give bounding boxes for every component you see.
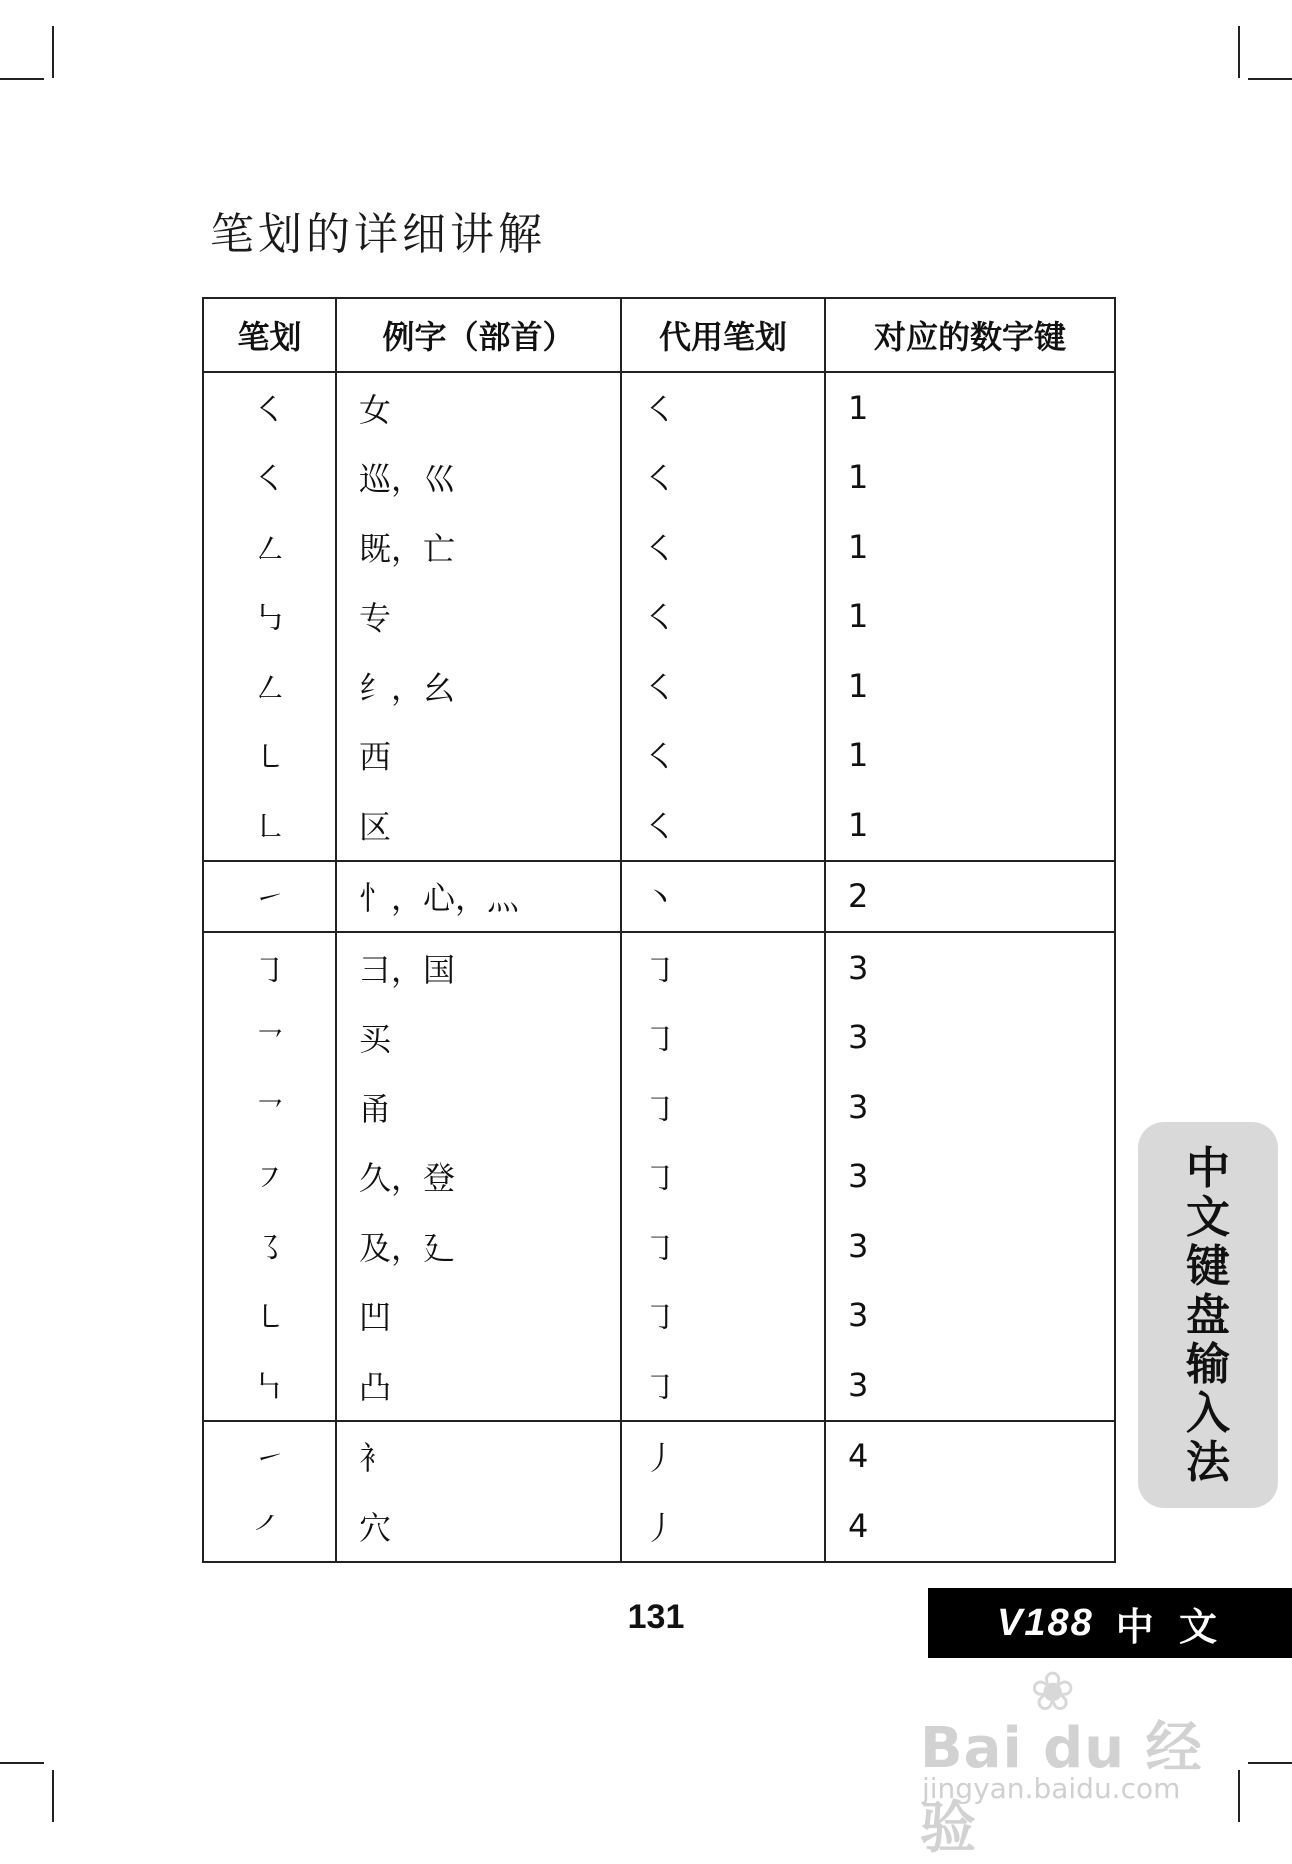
watermark [920, 1660, 1220, 1861]
example-cell: 女 [336, 372, 621, 443]
table-row [203, 790, 1115, 861]
table-row [203, 443, 1115, 513]
stroke-cell: ㇛ [203, 443, 336, 513]
header-substitute: 代用笔划 [621, 298, 825, 372]
example-cell: 久，登 [336, 1142, 621, 1212]
key-cell: 1 [825, 790, 1115, 861]
key-cell: 1 [825, 372, 1115, 443]
example-cell: 区 [336, 790, 621, 861]
substitute-cell: ㇆ [621, 1350, 825, 1421]
key-cell: 1 [825, 512, 1115, 582]
key-cell: 1 [825, 582, 1115, 652]
table-row [203, 1350, 1115, 1421]
table-row [203, 861, 1115, 933]
substitute-cell: ㇆ [621, 1072, 825, 1142]
example-cell: 既，亡 [336, 512, 621, 582]
watermark-brand: Bai du 经验 [920, 1716, 1203, 1861]
table-row [203, 1491, 1115, 1562]
table-row [203, 1003, 1115, 1073]
side-tab-label [1138, 1144, 1278, 1487]
crop-mark-bottom-right [1238, 1770, 1240, 1822]
footer-bar [928, 1588, 1292, 1658]
example-cell: 衤 [336, 1421, 621, 1492]
stroke-table [202, 297, 1116, 1563]
side-tab-char: 中 [1186, 1143, 1230, 1194]
footer-model: V188 [997, 1601, 1094, 1644]
table-body [203, 372, 1115, 1562]
example-cell: 及，廴 [336, 1211, 621, 1281]
substitute-cell: ㇆ [621, 1281, 825, 1351]
example-cell: 西 [336, 721, 621, 791]
table-row [203, 1142, 1115, 1212]
table-row [203, 582, 1115, 652]
table-row [203, 1281, 1115, 1351]
key-cell: 4 [825, 1491, 1115, 1562]
table-row [203, 651, 1115, 721]
stroke-cell: ㇗ [203, 790, 336, 861]
crop-mark-top-left [52, 26, 54, 78]
header-stroke: 笔划 [203, 298, 336, 372]
table-header-row [203, 298, 1115, 372]
example-cell: 买 [336, 1003, 621, 1073]
key-cell: 1 [825, 443, 1115, 513]
side-tab-char: 盘 [1186, 1290, 1230, 1341]
key-cell: 4 [825, 1421, 1115, 1492]
substitute-cell: 丿 [621, 1421, 825, 1492]
substitute-cell: 丿 [621, 1491, 825, 1562]
header-example: 例字（部首） [336, 298, 621, 372]
substitute-cell: ㇛ [621, 372, 825, 443]
stroke-cell: ㇖ [203, 1003, 336, 1073]
example-cell: 凹 [336, 1281, 621, 1351]
substitute-cell: ㇛ [621, 582, 825, 652]
substitute-cell: 丶 [621, 861, 825, 933]
key-cell: 3 [825, 1281, 1115, 1351]
stroke-cell: ㇄ [203, 1281, 336, 1351]
crop-mark-bottom-right-h [1248, 1762, 1292, 1764]
example-cell: 穴 [336, 1491, 621, 1562]
table-row [203, 932, 1115, 1003]
table-row [203, 1421, 1115, 1492]
stroke-cell: ㇜ [203, 651, 336, 721]
crop-mark-bottom-left-h [0, 1762, 44, 1764]
substitute-cell: ㇆ [621, 1142, 825, 1212]
side-tab-char: 输 [1186, 1339, 1230, 1390]
substitute-cell: ㇆ [621, 932, 825, 1003]
substitute-cell: ㇛ [621, 721, 825, 791]
stroke-cell: ㇛ [203, 372, 336, 443]
side-tab [1138, 1122, 1278, 1508]
key-cell: 3 [825, 1003, 1115, 1073]
example-cell: 专 [336, 582, 621, 652]
stroke-cell: ㇉ [203, 582, 336, 652]
header-key: 对应的数字键 [825, 298, 1115, 372]
stroke-cell: ㇌ [203, 1211, 336, 1281]
table-row [203, 512, 1115, 582]
table-row [203, 1072, 1115, 1142]
example-cell: 忄，心，灬 [336, 861, 621, 933]
crop-mark-top-right [1238, 26, 1240, 78]
example-cell: 甬 [336, 1072, 621, 1142]
key-cell: 3 [825, 1211, 1115, 1281]
section-heading: 笔划的详细讲解 [210, 209, 546, 260]
footer-language: 中 文 [1115, 1604, 1223, 1649]
stroke-cell: ㇇ [203, 1142, 336, 1212]
key-cell: 3 [825, 1142, 1115, 1212]
key-cell: 3 [825, 1072, 1115, 1142]
key-cell: 2 [825, 861, 1115, 933]
side-tab-char: 文 [1186, 1192, 1230, 1243]
substitute-cell: ㇛ [621, 790, 825, 861]
substitute-cell: ㇆ [621, 1003, 825, 1073]
stroke-cell: ㇆ [203, 932, 336, 1003]
watermark-url: jingyan.baidu.com [922, 1772, 1181, 1805]
key-cell: 3 [825, 932, 1115, 1003]
stroke-cell: ㇖ [203, 1072, 336, 1142]
side-tab-char: 法 [1186, 1437, 1230, 1488]
stroke-cell: ㇜ [203, 512, 336, 582]
stroke-cell: ㇀ [203, 1421, 336, 1492]
stroke-cell: ㇒ [203, 1491, 336, 1562]
stroke-cell: ㇀ [203, 861, 336, 933]
example-cell: 巡，巛 [336, 443, 621, 513]
side-tab-char: 入 [1186, 1388, 1230, 1439]
example-cell: 凸 [336, 1350, 621, 1421]
key-cell: 1 [825, 721, 1115, 791]
substitute-cell: ㇛ [621, 443, 825, 513]
page-number: 131 [627, 1598, 685, 1636]
substitute-cell: ㇆ [621, 1211, 825, 1281]
table-row [203, 1211, 1115, 1281]
crop-mark-top-right-h [1248, 78, 1292, 80]
paw-logo-icon: ❀ [1030, 1660, 1076, 1723]
crop-mark-top-left-h [0, 78, 44, 80]
substitute-cell: ㇛ [621, 512, 825, 582]
table-row [203, 721, 1115, 791]
side-tab-char: 键 [1186, 1241, 1230, 1292]
crop-mark-bottom-left [52, 1770, 54, 1822]
stroke-cell: ㇄ [203, 721, 336, 791]
key-cell: 1 [825, 651, 1115, 721]
substitute-cell: ㇛ [621, 651, 825, 721]
table-row [203, 372, 1115, 443]
stroke-cell: ㇞ [203, 1350, 336, 1421]
key-cell: 3 [825, 1350, 1115, 1421]
example-cell: 纟，幺 [336, 651, 621, 721]
example-cell: 彐，国 [336, 932, 621, 1003]
